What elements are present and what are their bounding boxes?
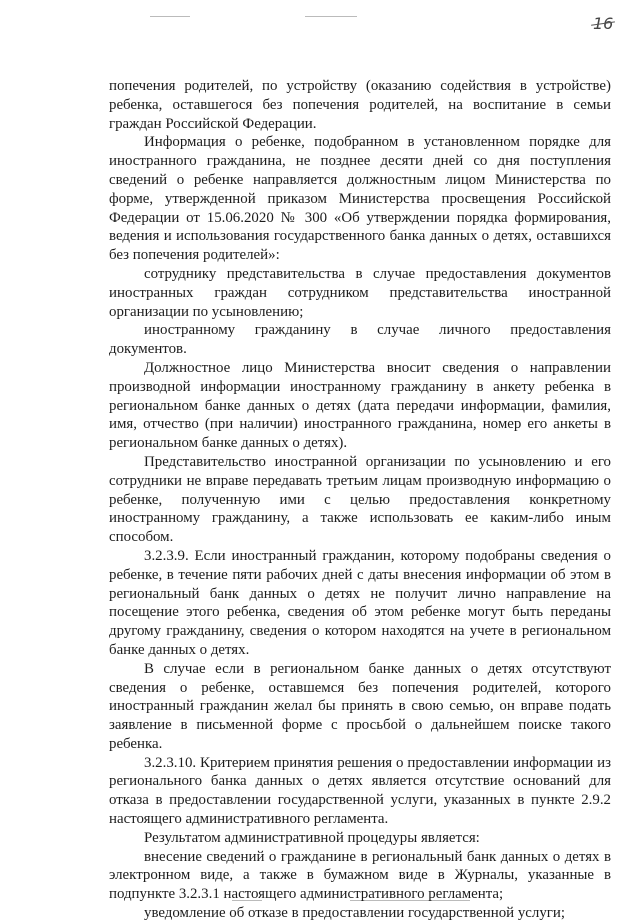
scan-mark-top-center	[305, 16, 357, 17]
paragraph: В случае если в региональном банке данных о детях отсутствуют сведения о ребенке, оставшемся без попечения родителей, которого иностранный гражданин желал бы принять в свою семью, он вправе подать заявление в письменной форме с просьбой о дальнейшем поиске такого ребенка.	[109, 660, 611, 752]
paragraph: 3.2.3.9. Если иностранный гражданин, которому подобраны сведения о ребенке, в течение пяти рабочих дней с даты внесения информации об этом в региональный банк данных о детях не получит лично направление на посещение этого ребенка, сведения об этом ребенке могут быть переданы другому гражданину, сведения о котором находятся на учете в региональном банке данных о детях.	[109, 547, 611, 658]
paragraph: Должностное лицо Министерства вносит сведения о направлении производной информации иностранному гражданину в анкету ребенка в региональном банке данных о детях (дата передачи информации, фамилия, имя, отчество (при наличии) иностранного гражданина, номер его анкеты в региональном банке данных о детях).	[109, 359, 611, 452]
paragraph: Результатом административной процедуры является:	[144, 829, 480, 846]
page-number: 16	[593, 14, 614, 33]
paragraph: попечения родителей, по устройству (оказанию содействия в устройстве) ребенка, оставшегося без попечения родителей, на воспитание в семьи граждан Российской Федерации.	[109, 78, 611, 132]
paragraph: 3.2.3.10. Критерием принятия решения о предоставлении информации из регионального банка данных о детях является отсутствие оснований для отказа в предоставлении государственной услуги, указанных в пункте 2.9.2 настоящего административного регламента.	[109, 754, 611, 828]
paragraph: уведомление об отказе в предоставлении государственной услуги;	[144, 905, 565, 922]
document-body	[109, 77, 611, 923]
paragraph: иностранному гражданину в случае личного предоставления документов.	[109, 322, 611, 358]
paragraph: Информация о ребенке, подобранном в установленном порядке для иностранного гражданина, не позднее десяти дней со дня поступления сведений о ребенке направляется должностным лицом Министерства по форме, утвержденной приказом Министерства просвещения Российской Федерации от 15.06.2020 № 300 «Об утверждении порядка формирования, ведения и использования государственного банка данных о детях, оставшихся без попечения родителей»:	[109, 134, 611, 264]
paragraph: сотруднику представительства в случае предоставления документов иностранных граждан сотрудником представительства иностранной организации по усыновлению;	[109, 265, 611, 320]
paragraph: внесение сведений о гражданине в региональный банк данных о детях в электронном виде, а также в бумажном виде в Журналы, указанные в подпункте 3.2.3.1 настоящего административного регламента;	[109, 848, 611, 903]
scan-mark-top-left	[150, 16, 190, 17]
paragraph: Представительство иностранной организации по усыновлению и его сотрудники не вправе передавать третьим лицам производную информацию о ребенке, полученную ими с целью предоставления конкретному иностранному гражданину, а также использовать ее каким-либо иным способом.	[109, 453, 611, 546]
